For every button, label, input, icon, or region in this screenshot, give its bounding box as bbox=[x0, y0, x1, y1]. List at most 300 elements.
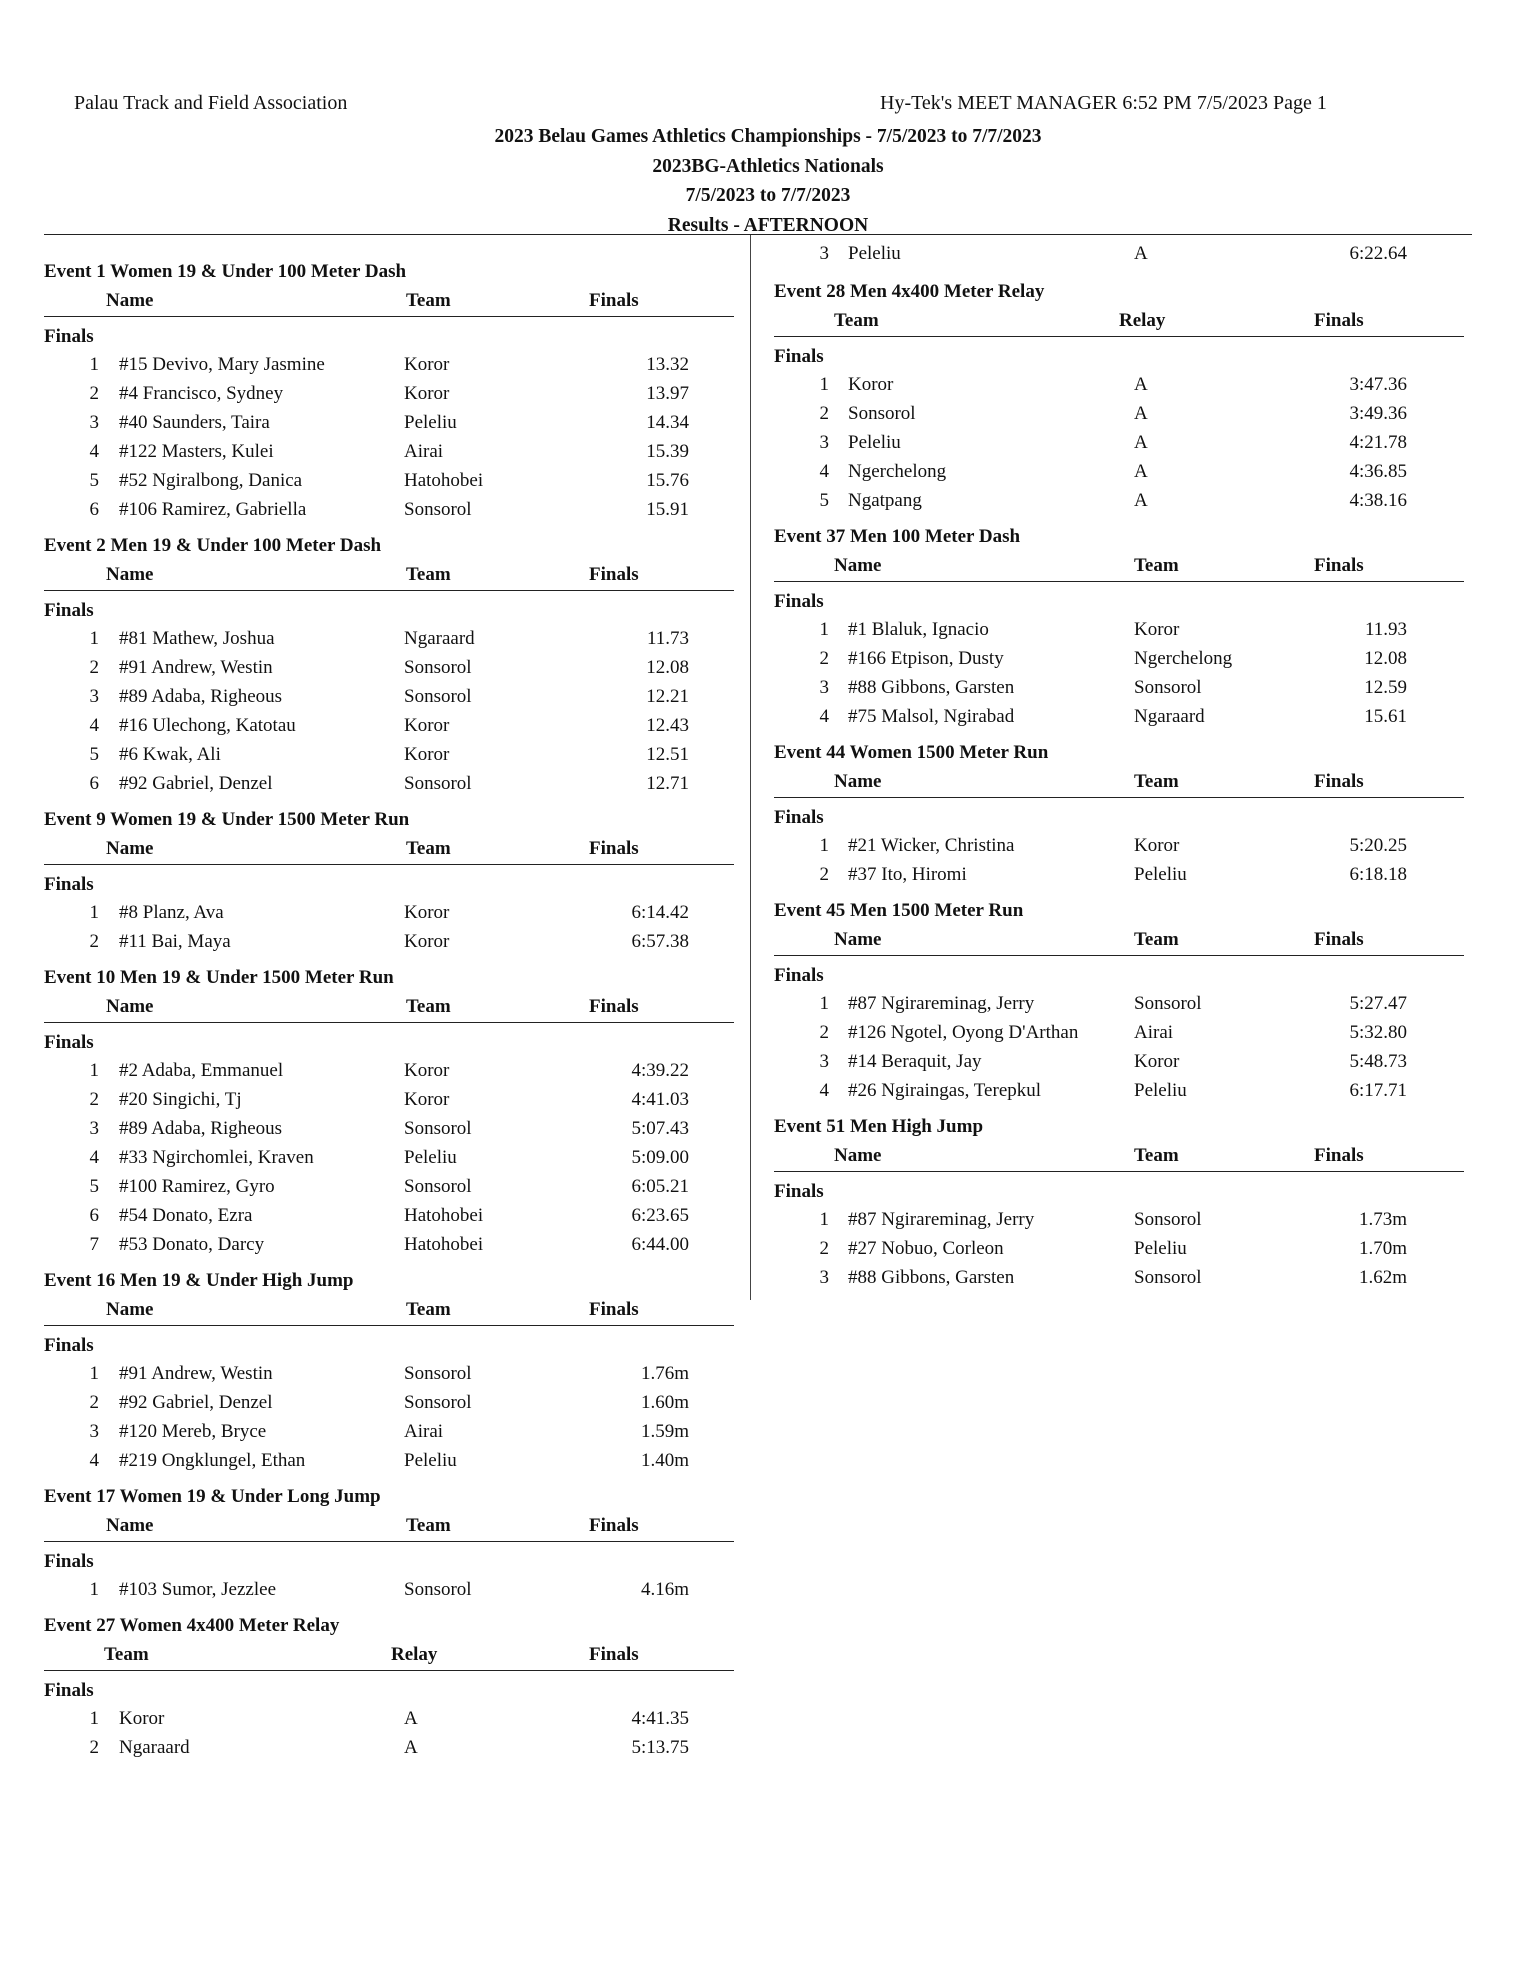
finals-section-label: Finals bbox=[44, 874, 94, 895]
relay-letter: A bbox=[1134, 461, 1148, 482]
place: 6 bbox=[89, 1205, 99, 1226]
result-row bbox=[44, 1388, 734, 1417]
team-name: Sonsorol bbox=[1134, 1209, 1202, 1230]
team-name: Peleliu bbox=[404, 1147, 457, 1168]
team-name: Koror bbox=[404, 354, 450, 375]
team-name: Sonsorol bbox=[1134, 993, 1202, 1014]
place: 3 bbox=[819, 243, 829, 264]
header-rule bbox=[44, 234, 1472, 235]
result-row bbox=[774, 831, 1464, 860]
result-row bbox=[44, 1172, 734, 1201]
header-name: Name bbox=[106, 1515, 154, 1536]
team-name: Koror bbox=[404, 744, 450, 765]
final-mark: 12.43 bbox=[646, 715, 689, 736]
finals-section-label: Finals bbox=[44, 1551, 94, 1572]
event-block bbox=[44, 962, 734, 1265]
team-name: Peleliu bbox=[1134, 864, 1187, 885]
final-mark: 1.73m bbox=[1358, 1209, 1407, 1230]
left-column bbox=[44, 256, 734, 1768]
relay-letter: A bbox=[404, 1737, 418, 1758]
final-mark: 14.34 bbox=[646, 412, 689, 433]
relay-team: Ngerchelong bbox=[848, 461, 947, 482]
athlete-name: #89 Adaba, Righeous bbox=[119, 686, 283, 707]
header-name: Name bbox=[106, 996, 154, 1017]
meet-title: 2023 Belau Games Athletics Championships - 7/5/2023 to 7/7/2023 bbox=[494, 126, 1042, 147]
place: 2 bbox=[89, 1392, 99, 1413]
place: 3 bbox=[89, 686, 99, 707]
relay-team: Ngaraard bbox=[119, 1737, 190, 1758]
header-name: Name bbox=[834, 555, 882, 576]
place: 1 bbox=[89, 1060, 99, 1081]
final-mark: 12.71 bbox=[646, 773, 689, 794]
final-mark: 3:49.36 bbox=[1349, 403, 1407, 424]
result-row bbox=[44, 466, 734, 495]
team-name: Ngaraard bbox=[1134, 706, 1205, 727]
result-row bbox=[44, 898, 734, 927]
event-block bbox=[774, 1111, 1464, 1298]
finals-section-label: Finals bbox=[774, 591, 824, 612]
relay-letter: A bbox=[1134, 374, 1148, 395]
result-row bbox=[44, 769, 734, 798]
result-row bbox=[774, 860, 1464, 889]
result-row bbox=[44, 927, 734, 956]
event-title: Event 51 Men High Jump bbox=[774, 1116, 984, 1137]
header-relay: Relay bbox=[391, 1644, 438, 1665]
team-name: Airai bbox=[404, 1421, 444, 1442]
result-row bbox=[774, 1076, 1464, 1105]
place: 1 bbox=[89, 354, 99, 375]
result-row bbox=[774, 1205, 1464, 1234]
place: 4 bbox=[89, 715, 99, 736]
team-name: Sonsorol bbox=[1134, 677, 1202, 698]
final-mark: 4:39.22 bbox=[631, 1060, 689, 1081]
relay-letter: A bbox=[1134, 243, 1148, 264]
event-block bbox=[44, 530, 734, 804]
athlete-name: #75 Malsol, Ngirabad bbox=[848, 706, 1015, 727]
relay-team: Koror bbox=[848, 374, 894, 395]
column-header bbox=[774, 769, 1464, 798]
team-name: Koror bbox=[1134, 835, 1180, 856]
finals-section-label: Finals bbox=[44, 1335, 94, 1356]
result-row bbox=[44, 495, 734, 524]
finals-section-label: Finals bbox=[44, 326, 94, 347]
header-finals: Finals bbox=[1314, 555, 1364, 576]
header-finals: Finals bbox=[1314, 771, 1364, 792]
event-block bbox=[44, 1481, 734, 1610]
header-name: Name bbox=[106, 564, 154, 585]
athlete-name: #27 Nobuo, Corleon bbox=[848, 1238, 1004, 1259]
header-name: Name bbox=[106, 290, 154, 311]
result-row bbox=[44, 1359, 734, 1388]
team-name: Peleliu bbox=[1134, 1080, 1187, 1101]
event-title: Event 44 Women 1500 Meter Run bbox=[774, 742, 1049, 763]
athlete-name: #4 Francisco, Sydney bbox=[119, 383, 284, 404]
final-mark: 13.32 bbox=[646, 354, 689, 375]
team-name: Sonsorol bbox=[404, 1579, 472, 1600]
place: 5 bbox=[89, 744, 99, 765]
header-team: Team bbox=[104, 1644, 149, 1665]
final-mark: 6:57.38 bbox=[631, 931, 689, 952]
team-name: Sonsorol bbox=[1134, 1267, 1202, 1288]
result-row bbox=[774, 1263, 1464, 1292]
athlete-name: #53 Donato, Darcy bbox=[119, 1234, 265, 1255]
header-finals: Finals bbox=[589, 996, 639, 1017]
final-mark: 1.70m bbox=[1358, 1238, 1407, 1259]
final-mark: 5:13.75 bbox=[631, 1737, 689, 1758]
event-spacer bbox=[44, 1762, 734, 1768]
athlete-name: #92 Gabriel, Denzel bbox=[119, 773, 273, 794]
place: 2 bbox=[89, 931, 99, 952]
athlete-name: #11 Bai, Maya bbox=[119, 931, 231, 952]
place: 4 bbox=[89, 441, 99, 462]
final-mark: 6:23.65 bbox=[631, 1205, 689, 1226]
result-row bbox=[44, 350, 734, 379]
team-name: Sonsorol bbox=[404, 1176, 472, 1197]
athlete-name: #2 Adaba, Emmanuel bbox=[119, 1060, 284, 1081]
event-block bbox=[774, 895, 1464, 1111]
result-row bbox=[44, 711, 734, 740]
result-row bbox=[774, 702, 1464, 731]
place: 4 bbox=[89, 1147, 99, 1168]
place: 1 bbox=[819, 619, 829, 640]
result-row bbox=[774, 399, 1464, 428]
athlete-name: #88 Gibbons, Garsten bbox=[848, 1267, 1015, 1288]
team-name: Koror bbox=[404, 902, 450, 923]
right-column bbox=[774, 239, 1464, 1298]
final-mark: 4:38.16 bbox=[1349, 490, 1407, 511]
result-row bbox=[44, 1575, 734, 1604]
team-name: Peleliu bbox=[404, 1450, 457, 1471]
software-line: Hy-Tek's MEET MANAGER 6:52 PM 7/5/2023 Page 1 bbox=[880, 92, 1327, 114]
place: 2 bbox=[89, 1089, 99, 1110]
final-mark: 1.40m bbox=[640, 1450, 689, 1471]
final-mark: 15.61 bbox=[1364, 706, 1407, 727]
column-header bbox=[774, 308, 1464, 337]
header-name: Name bbox=[106, 1299, 154, 1320]
result-row bbox=[44, 1114, 734, 1143]
result-row bbox=[44, 1733, 734, 1762]
athlete-name: #219 Ongklungel, Ethan bbox=[119, 1450, 306, 1471]
athlete-name: #122 Masters, Kulei bbox=[119, 441, 274, 462]
event-block bbox=[44, 1610, 734, 1768]
team-name: Koror bbox=[404, 715, 450, 736]
result-row bbox=[44, 437, 734, 466]
place: 1 bbox=[89, 1363, 99, 1384]
place: 2 bbox=[819, 1238, 829, 1259]
final-mark: 12.21 bbox=[646, 686, 689, 707]
final-mark: 4:41.03 bbox=[631, 1089, 689, 1110]
final-mark: 5:27.47 bbox=[1349, 993, 1407, 1014]
team-name: Sonsorol bbox=[404, 1363, 472, 1384]
athlete-name: #120 Mereb, Bryce bbox=[119, 1421, 267, 1442]
team-name: Ngaraard bbox=[404, 628, 475, 649]
team-name: Koror bbox=[1134, 619, 1180, 640]
final-mark: 15.91 bbox=[646, 499, 689, 520]
place: 2 bbox=[819, 403, 829, 424]
athlete-name: #16 Ulechong, Katotau bbox=[119, 715, 296, 736]
event-title: Event 9 Women 19 & Under 1500 Meter Run bbox=[44, 809, 410, 830]
athlete-name: #20 Singichi, Tj bbox=[119, 1089, 242, 1110]
final-mark: 13.97 bbox=[646, 383, 689, 404]
athlete-name: #52 Ngiralbong, Danica bbox=[119, 470, 303, 491]
header-name: Name bbox=[106, 838, 154, 859]
column-header bbox=[44, 836, 734, 865]
final-mark: 1.59m bbox=[640, 1421, 689, 1442]
final-mark: 5:09.00 bbox=[631, 1147, 689, 1168]
result-row bbox=[774, 615, 1464, 644]
event-title: Event 45 Men 1500 Meter Run bbox=[774, 900, 1024, 921]
header-relay: Relay bbox=[1119, 310, 1166, 331]
final-mark: 6:05.21 bbox=[631, 1176, 689, 1197]
final-mark: 15.39 bbox=[646, 441, 689, 462]
relay-team: Koror bbox=[119, 1708, 165, 1729]
team-name: Airai bbox=[404, 441, 444, 462]
athlete-name: #106 Ramirez, Gabriella bbox=[119, 499, 307, 520]
result-row bbox=[774, 370, 1464, 399]
place: 3 bbox=[89, 1421, 99, 1442]
final-mark: 1.60m bbox=[640, 1392, 689, 1413]
athlete-name: #33 Ngirchomlei, Kraven bbox=[119, 1147, 314, 1168]
header-team: Team bbox=[1134, 555, 1179, 576]
final-mark: 11.93 bbox=[1364, 619, 1407, 640]
header-team: Team bbox=[406, 290, 451, 311]
team-name: Sonsorol bbox=[404, 686, 472, 707]
place: 4 bbox=[819, 461, 829, 482]
final-mark: 1.62m bbox=[1358, 1267, 1407, 1288]
finals-section-label: Finals bbox=[44, 1680, 94, 1701]
final-mark: 12.59 bbox=[1364, 677, 1407, 698]
final-mark: 6:22.64 bbox=[1349, 243, 1407, 264]
final-mark: 12.08 bbox=[1364, 648, 1407, 669]
team-name: Koror bbox=[1134, 1051, 1180, 1072]
result-row bbox=[774, 644, 1464, 673]
team-name: Sonsorol bbox=[404, 773, 472, 794]
team-name: Sonsorol bbox=[404, 499, 472, 520]
result-row bbox=[774, 1047, 1464, 1076]
team-name: Sonsorol bbox=[404, 1392, 472, 1413]
header-team: Team bbox=[834, 310, 879, 331]
relay-letter: A bbox=[1134, 403, 1148, 424]
header-team: Team bbox=[406, 838, 451, 859]
header-finals: Finals bbox=[589, 1299, 639, 1320]
result-row bbox=[44, 624, 734, 653]
result-row bbox=[44, 1704, 734, 1733]
relay-team: Sonsorol bbox=[848, 403, 916, 424]
place: 3 bbox=[89, 1118, 99, 1139]
place: 6 bbox=[89, 773, 99, 794]
column-header bbox=[774, 553, 1464, 582]
place: 3 bbox=[819, 432, 829, 453]
event-title: Event 16 Men 19 & Under High Jump bbox=[44, 1270, 354, 1291]
athlete-name: #37 Ito, Hiromi bbox=[848, 864, 967, 885]
meet-dates: 7/5/2023 to 7/7/2023 bbox=[685, 185, 851, 206]
result-row bbox=[44, 1143, 734, 1172]
event-title: Event 27 Women 4x400 Meter Relay bbox=[44, 1615, 340, 1636]
athlete-name: #126 Ngotel, Oyong D'Arthan bbox=[848, 1022, 1079, 1043]
column-header bbox=[44, 562, 734, 591]
finals-section-label: Finals bbox=[774, 346, 824, 367]
org-name: Palau Track and Field Association bbox=[74, 92, 348, 114]
place: 6 bbox=[89, 499, 99, 520]
final-mark: 15.76 bbox=[646, 470, 689, 491]
result-row bbox=[44, 1201, 734, 1230]
header-team: Team bbox=[406, 1515, 451, 1536]
athlete-name: #100 Ramirez, Gyro bbox=[119, 1176, 275, 1197]
header-team: Team bbox=[1134, 929, 1179, 950]
team-name: Sonsorol bbox=[404, 657, 472, 678]
final-mark: 6:44.00 bbox=[631, 1234, 689, 1255]
athlete-name: #91 Andrew, Westin bbox=[119, 657, 273, 678]
column-header bbox=[774, 1143, 1464, 1172]
athlete-name: #1 Blaluk, Ignacio bbox=[848, 619, 989, 640]
athlete-name: #88 Gibbons, Garsten bbox=[848, 677, 1015, 698]
place: 5 bbox=[819, 490, 829, 511]
relay-letter: A bbox=[1134, 432, 1148, 453]
result-row bbox=[774, 486, 1464, 515]
place: 7 bbox=[89, 1234, 99, 1255]
result-row bbox=[44, 682, 734, 711]
event-title: Event 37 Men 100 Meter Dash bbox=[774, 526, 1021, 547]
finals-section-label: Finals bbox=[44, 600, 94, 621]
column-header bbox=[774, 927, 1464, 956]
result-row bbox=[774, 673, 1464, 702]
column-header bbox=[44, 288, 734, 317]
event-block bbox=[44, 804, 734, 962]
place: 1 bbox=[89, 902, 99, 923]
team-name: Hatohobei bbox=[404, 470, 484, 491]
header-finals: Finals bbox=[1314, 310, 1364, 331]
final-mark: 1.76m bbox=[640, 1363, 689, 1384]
finals-section-label: Finals bbox=[774, 807, 824, 828]
meet-titles bbox=[0, 122, 1536, 240]
result-row bbox=[44, 740, 734, 769]
final-mark: 11.73 bbox=[646, 628, 689, 649]
header-finals: Finals bbox=[589, 564, 639, 585]
result-row bbox=[774, 989, 1464, 1018]
team-name: Koror bbox=[404, 1060, 450, 1081]
final-mark: 6:17.71 bbox=[1349, 1080, 1407, 1101]
event-title: Event 28 Men 4x400 Meter Relay bbox=[774, 281, 1045, 302]
team-name: Hatohobei bbox=[404, 1234, 484, 1255]
header-team: Team bbox=[406, 996, 451, 1017]
final-mark: 5:20.25 bbox=[1349, 835, 1407, 856]
team-name: Hatohobei bbox=[404, 1205, 484, 1226]
header-finals: Finals bbox=[589, 1515, 639, 1536]
place: 1 bbox=[819, 835, 829, 856]
athlete-name: #21 Wicker, Christina bbox=[848, 835, 1015, 856]
place: 1 bbox=[819, 374, 829, 395]
final-mark: 6:14.42 bbox=[631, 902, 689, 923]
athlete-name: #54 Donato, Ezra bbox=[119, 1205, 253, 1226]
header-team: Team bbox=[1134, 771, 1179, 792]
event-spacer bbox=[774, 1292, 1464, 1298]
event-block bbox=[774, 521, 1464, 737]
result-row bbox=[44, 1417, 734, 1446]
header-finals: Finals bbox=[589, 290, 639, 311]
session-label: Results - AFTERNOON bbox=[667, 214, 869, 236]
relay-letter: A bbox=[1134, 490, 1148, 511]
result-row bbox=[44, 653, 734, 682]
result-row bbox=[774, 1018, 1464, 1047]
final-mark: 5:07.43 bbox=[631, 1118, 689, 1139]
place: 1 bbox=[89, 1708, 99, 1729]
event-block bbox=[774, 737, 1464, 895]
relay-team: Peleliu bbox=[848, 432, 901, 453]
final-mark: 4:41.35 bbox=[631, 1708, 689, 1729]
header-finals: Finals bbox=[1314, 929, 1364, 950]
athlete-name: #81 Mathew, Joshua bbox=[119, 628, 275, 649]
team-name: Airai bbox=[1134, 1022, 1174, 1043]
place: 2 bbox=[819, 1022, 829, 1043]
event-block bbox=[44, 1265, 734, 1481]
header-team: Team bbox=[406, 1299, 451, 1320]
column-header bbox=[44, 1642, 734, 1671]
header-team: Team bbox=[406, 564, 451, 585]
place: 5 bbox=[89, 470, 99, 491]
relay-team: Ngatpang bbox=[848, 490, 922, 511]
athlete-name: #6 Kwak, Ali bbox=[119, 744, 221, 765]
place: 3 bbox=[819, 1051, 829, 1072]
team-name: Peleliu bbox=[1134, 1238, 1187, 1259]
place: 3 bbox=[819, 677, 829, 698]
athlete-name: #87 Ngirareminag, Jerry bbox=[848, 993, 1035, 1014]
place: 2 bbox=[89, 383, 99, 404]
place: 1 bbox=[819, 993, 829, 1014]
final-mark: 12.08 bbox=[646, 657, 689, 678]
athlete-name: #89 Adaba, Righeous bbox=[119, 1118, 283, 1139]
final-mark: 4:21.78 bbox=[1349, 432, 1407, 453]
result-row bbox=[44, 379, 734, 408]
event-title: Event 1 Women 19 & Under 100 Meter Dash bbox=[44, 261, 407, 282]
place: 5 bbox=[89, 1176, 99, 1197]
column-divider bbox=[750, 235, 751, 1300]
final-mark: 4.16m bbox=[640, 1579, 689, 1600]
athlete-name: #14 Beraquit, Jay bbox=[848, 1051, 982, 1072]
result-row bbox=[44, 1230, 734, 1259]
result-row bbox=[44, 1056, 734, 1085]
header-team: Team bbox=[1134, 1145, 1179, 1166]
place: 4 bbox=[819, 1080, 829, 1101]
athlete-name: #166 Etpison, Dusty bbox=[848, 648, 1004, 669]
place: 2 bbox=[819, 648, 829, 669]
place: 1 bbox=[89, 1579, 99, 1600]
result-row bbox=[44, 408, 734, 437]
final-mark: 12.51 bbox=[646, 744, 689, 765]
place: 2 bbox=[89, 1737, 99, 1758]
team-name: Koror bbox=[404, 1089, 450, 1110]
relay-letter: A bbox=[404, 1708, 418, 1729]
place: 4 bbox=[89, 1450, 99, 1471]
place: 2 bbox=[819, 864, 829, 885]
team-name: Ngerchelong bbox=[1134, 648, 1233, 669]
athlete-name: #103 Sumor, Jezzlee bbox=[119, 1579, 277, 1600]
team-name: Koror bbox=[404, 383, 450, 404]
final-mark: 6:18.18 bbox=[1349, 864, 1407, 885]
finals-section-label: Finals bbox=[774, 1181, 824, 1202]
athlete-name: #26 Ngiraingas, Terepkul bbox=[848, 1080, 1042, 1101]
team-name: Sonsorol bbox=[404, 1118, 472, 1139]
header-finals: Finals bbox=[1314, 1145, 1364, 1166]
final-mark: 4:36.85 bbox=[1349, 461, 1407, 482]
final-mark: 3:47.36 bbox=[1349, 374, 1407, 395]
final-mark: 5:48.73 bbox=[1349, 1051, 1407, 1072]
result-row bbox=[774, 457, 1464, 486]
result-row bbox=[44, 1446, 734, 1475]
finals-section-label: Finals bbox=[44, 1032, 94, 1053]
result-row bbox=[774, 1234, 1464, 1263]
athlete-name: #15 Devivo, Mary Jasmine bbox=[119, 354, 325, 375]
place: 2 bbox=[89, 657, 99, 678]
